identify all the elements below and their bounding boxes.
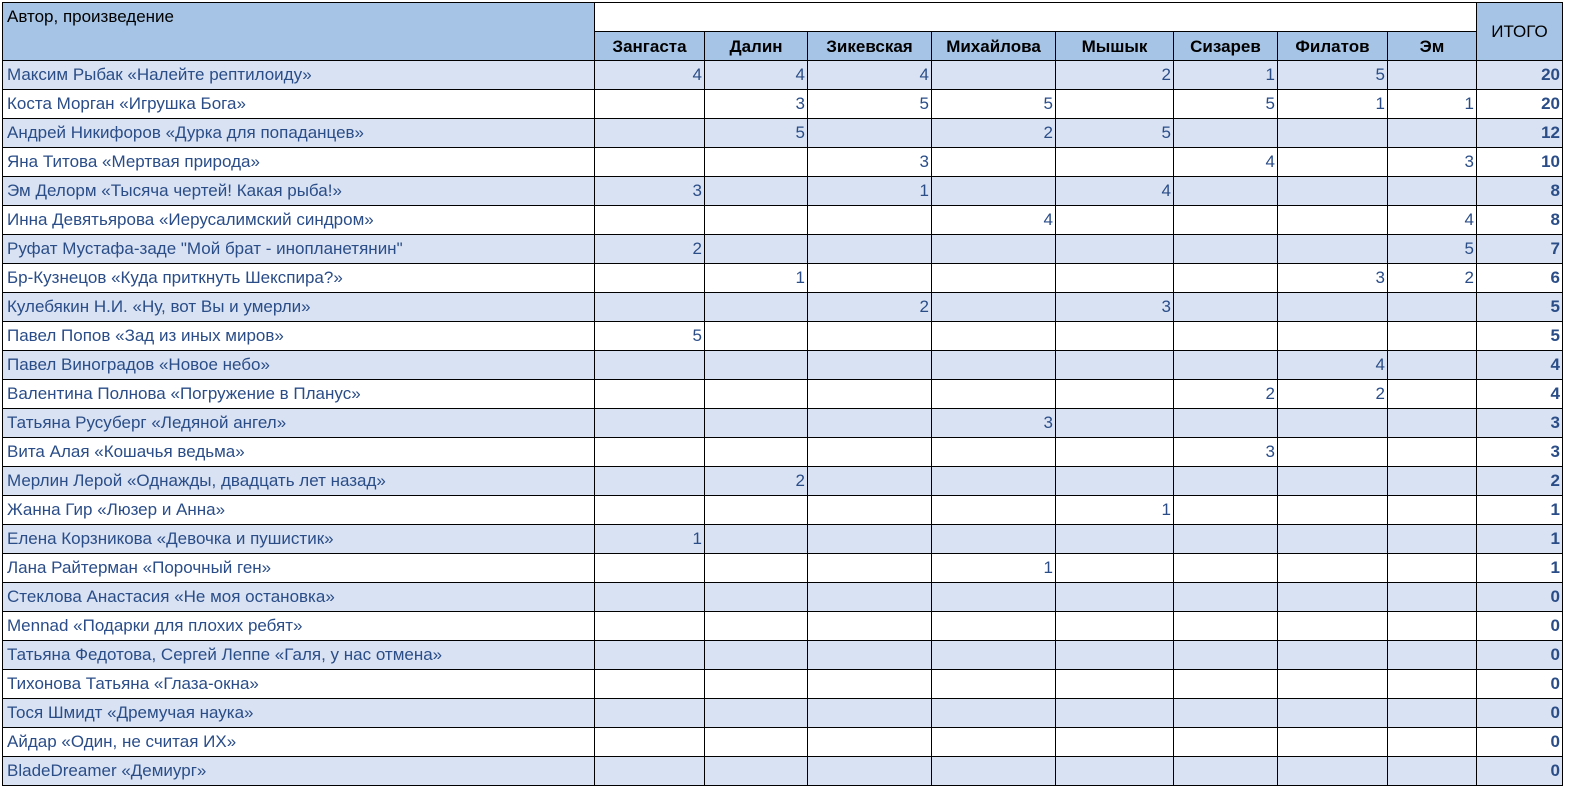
cell-score[interactable] bbox=[705, 293, 808, 322]
cell-score[interactable] bbox=[808, 699, 932, 728]
cell-author-work[interactable]: Айдар «Один, не считая ИХ» bbox=[3, 728, 595, 757]
cell-author-work[interactable]: Тося Шмидт «Дремучая наука» bbox=[3, 699, 595, 728]
cell-score[interactable] bbox=[595, 467, 705, 496]
cell-score[interactable] bbox=[1388, 699, 1477, 728]
cell-total[interactable]: 4 bbox=[1477, 351, 1563, 380]
cell-total[interactable]: 2 bbox=[1477, 467, 1563, 496]
cell-score[interactable]: 2 bbox=[595, 235, 705, 264]
cell-author-work[interactable]: Эм Делорм «Тысяча чертей! Какая рыба!» bbox=[3, 177, 595, 206]
cell-score[interactable] bbox=[705, 525, 808, 554]
table-row bbox=[3, 438, 1563, 467]
cell-score[interactable] bbox=[1056, 264, 1174, 293]
cell-score[interactable] bbox=[1174, 525, 1278, 554]
cell-score[interactable]: 3 bbox=[705, 90, 808, 119]
cell-score[interactable]: 5 bbox=[932, 90, 1056, 119]
cell-score[interactable] bbox=[1278, 699, 1388, 728]
cell-score[interactable] bbox=[932, 670, 1056, 699]
cell-score[interactable] bbox=[932, 496, 1056, 525]
cell-author-work[interactable]: Татьяна Русуберг «Ледяной ангел» bbox=[3, 409, 595, 438]
cell-score[interactable] bbox=[808, 525, 932, 554]
cell-score[interactable] bbox=[1174, 554, 1278, 583]
cell-score[interactable] bbox=[808, 728, 932, 757]
cell-total[interactable]: 7 bbox=[1477, 235, 1563, 264]
cell-score[interactable] bbox=[595, 641, 705, 670]
cell-score[interactable] bbox=[1388, 670, 1477, 699]
cell-score[interactable] bbox=[595, 264, 705, 293]
cell-score[interactable] bbox=[595, 757, 705, 786]
table-row bbox=[3, 728, 1563, 757]
cell-score[interactable] bbox=[705, 148, 808, 177]
cell-score[interactable] bbox=[705, 757, 808, 786]
cell-score[interactable] bbox=[1056, 380, 1174, 409]
cell-author-work[interactable]: Кулебякин Н.И. «Ну, вот Вы и умерли» bbox=[3, 293, 595, 322]
cell-score[interactable] bbox=[1174, 293, 1278, 322]
cell-score[interactable] bbox=[1278, 119, 1388, 148]
cell-score[interactable]: 5 bbox=[1056, 119, 1174, 148]
header-author-work[interactable]: Автор, произведение bbox=[3, 3, 595, 61]
cell-score[interactable] bbox=[1056, 438, 1174, 467]
table-row bbox=[3, 322, 1563, 351]
table-row bbox=[3, 177, 1563, 206]
cell-score[interactable]: 1 bbox=[932, 554, 1056, 583]
cell-author-work[interactable]: Татьяна Федотова, Сергей Леппе «Галя, у нас отмена» bbox=[3, 641, 595, 670]
cell-score[interactable] bbox=[1056, 90, 1174, 119]
table-row bbox=[3, 699, 1563, 728]
cell-score[interactable]: 1 bbox=[1278, 90, 1388, 119]
cell-score[interactable] bbox=[1174, 612, 1278, 641]
table-row bbox=[3, 409, 1563, 438]
header-judge[interactable]: Далин bbox=[705, 32, 808, 61]
table-row bbox=[3, 293, 1563, 322]
cell-score[interactable] bbox=[808, 467, 932, 496]
cell-score[interactable]: 2 bbox=[1056, 61, 1174, 90]
cell-score[interactable] bbox=[1056, 525, 1174, 554]
cell-score[interactable] bbox=[1056, 757, 1174, 786]
cell-total[interactable]: 12 bbox=[1477, 119, 1563, 148]
cell-score[interactable] bbox=[1388, 554, 1477, 583]
cell-score[interactable] bbox=[1278, 148, 1388, 177]
cell-total[interactable]: 0 bbox=[1477, 583, 1563, 612]
cell-total[interactable]: 5 bbox=[1477, 322, 1563, 351]
cell-score[interactable]: 1 bbox=[595, 525, 705, 554]
table-row bbox=[3, 525, 1563, 554]
cell-score[interactable] bbox=[932, 148, 1056, 177]
cell-score[interactable] bbox=[1174, 235, 1278, 264]
cell-score[interactable] bbox=[808, 496, 932, 525]
cell-score[interactable] bbox=[1174, 699, 1278, 728]
cell-score[interactable] bbox=[808, 206, 932, 235]
cell-total[interactable]: 1 bbox=[1477, 554, 1563, 583]
cell-author-work[interactable]: Яна Титова «Мертвая природа» bbox=[3, 148, 595, 177]
header-judge[interactable]: Филатов bbox=[1278, 32, 1388, 61]
results-table bbox=[2, 2, 1563, 786]
cell-score[interactable] bbox=[705, 235, 808, 264]
cell-score[interactable] bbox=[1174, 206, 1278, 235]
cell-score[interactable]: 3 bbox=[1056, 293, 1174, 322]
cell-score[interactable] bbox=[1278, 409, 1388, 438]
cell-score[interactable] bbox=[1056, 728, 1174, 757]
cell-score[interactable] bbox=[932, 351, 1056, 380]
cell-score[interactable] bbox=[595, 206, 705, 235]
cell-score[interactable] bbox=[705, 641, 808, 670]
cell-score[interactable] bbox=[1174, 264, 1278, 293]
cell-score[interactable]: 5 bbox=[595, 322, 705, 351]
cell-score[interactable] bbox=[808, 438, 932, 467]
cell-score[interactable]: 3 bbox=[932, 409, 1056, 438]
cell-score[interactable] bbox=[705, 438, 808, 467]
table-row bbox=[3, 61, 1563, 90]
cell-score[interactable] bbox=[705, 206, 808, 235]
cell-score[interactable] bbox=[595, 148, 705, 177]
cell-total[interactable]: 4 bbox=[1477, 380, 1563, 409]
cell-score[interactable] bbox=[1388, 119, 1477, 148]
table-row bbox=[3, 90, 1563, 119]
cell-score[interactable] bbox=[595, 351, 705, 380]
header-blank-band bbox=[595, 3, 1477, 32]
cell-score[interactable] bbox=[1278, 641, 1388, 670]
cell-score[interactable] bbox=[932, 728, 1056, 757]
cell-total[interactable]: 3 bbox=[1477, 438, 1563, 467]
cell-author-work[interactable]: Елена Корзникова «Девочка и пушистик» bbox=[3, 525, 595, 554]
cell-score[interactable] bbox=[595, 728, 705, 757]
cell-score[interactable] bbox=[595, 409, 705, 438]
cell-score[interactable] bbox=[1056, 409, 1174, 438]
cell-score[interactable] bbox=[808, 757, 932, 786]
cell-score[interactable]: 4 bbox=[1174, 148, 1278, 177]
cell-author-work[interactable]: Лана Райтерман «Порочный ген» bbox=[3, 554, 595, 583]
cell-score[interactable]: 4 bbox=[1278, 351, 1388, 380]
cell-score[interactable] bbox=[808, 612, 932, 641]
cell-score[interactable] bbox=[808, 235, 932, 264]
cell-score[interactable]: 4 bbox=[1388, 206, 1477, 235]
cell-score[interactable] bbox=[705, 351, 808, 380]
cell-author-work[interactable]: Валентина Полнова «Погружение в Планус» bbox=[3, 380, 595, 409]
cell-score[interactable] bbox=[1278, 554, 1388, 583]
cell-score[interactable] bbox=[595, 496, 705, 525]
cell-author-work[interactable]: Павел Попов «Зад из иных миров» bbox=[3, 322, 595, 351]
header-judge[interactable]: Зикевская bbox=[808, 32, 932, 61]
cell-score[interactable] bbox=[1278, 612, 1388, 641]
cell-score[interactable] bbox=[1174, 583, 1278, 612]
cell-score[interactable] bbox=[1278, 496, 1388, 525]
cell-score[interactable] bbox=[705, 728, 808, 757]
cell-score[interactable] bbox=[595, 90, 705, 119]
cell-score[interactable] bbox=[595, 119, 705, 148]
cell-score[interactable]: 1 bbox=[1174, 61, 1278, 90]
cell-score[interactable] bbox=[1174, 757, 1278, 786]
cell-score[interactable]: 1 bbox=[1388, 90, 1477, 119]
cell-score[interactable]: 3 bbox=[1388, 148, 1477, 177]
cell-score[interactable]: 2 bbox=[932, 119, 1056, 148]
cell-total[interactable]: 10 bbox=[1477, 148, 1563, 177]
cell-score[interactable] bbox=[932, 467, 1056, 496]
table-row bbox=[3, 264, 1563, 293]
cell-total[interactable]: 20 bbox=[1477, 90, 1563, 119]
cell-score[interactable] bbox=[808, 322, 932, 351]
cell-score[interactable]: 5 bbox=[705, 119, 808, 148]
cell-score[interactable] bbox=[705, 177, 808, 206]
cell-score[interactable] bbox=[705, 699, 808, 728]
cell-score[interactable]: 3 bbox=[808, 148, 932, 177]
cell-score[interactable] bbox=[932, 177, 1056, 206]
header-judge[interactable]: Сизарев bbox=[1174, 32, 1278, 61]
cell-score[interactable] bbox=[1278, 235, 1388, 264]
cell-score[interactable] bbox=[1388, 641, 1477, 670]
cell-total[interactable]: 20 bbox=[1477, 61, 1563, 90]
cell-score[interactable] bbox=[1174, 728, 1278, 757]
cell-score[interactable]: 3 bbox=[1278, 264, 1388, 293]
cell-score[interactable] bbox=[932, 235, 1056, 264]
table-row bbox=[3, 612, 1563, 641]
cell-score[interactable] bbox=[1174, 467, 1278, 496]
cell-score[interactable] bbox=[1278, 467, 1388, 496]
cell-score[interactable] bbox=[1056, 322, 1174, 351]
cell-score[interactable] bbox=[1174, 322, 1278, 351]
cell-score[interactable] bbox=[1056, 583, 1174, 612]
cell-score[interactable]: 2 bbox=[1278, 380, 1388, 409]
cell-author-work[interactable]: Тихонова Татьяна «Глаза-окна» bbox=[3, 670, 595, 699]
cell-score[interactable] bbox=[1278, 728, 1388, 757]
cell-score[interactable] bbox=[595, 554, 705, 583]
cell-score[interactable] bbox=[932, 641, 1056, 670]
cell-total[interactable]: 0 bbox=[1477, 612, 1563, 641]
cell-score[interactable] bbox=[808, 583, 932, 612]
cell-score[interactable] bbox=[932, 380, 1056, 409]
table-row bbox=[3, 467, 1563, 496]
header-total[interactable]: ИТОГО bbox=[1477, 3, 1563, 61]
cell-score[interactable] bbox=[808, 264, 932, 293]
cell-author-work[interactable]: Павел Виноградов «Новое небо» bbox=[3, 351, 595, 380]
cell-total[interactable]: 0 bbox=[1477, 699, 1563, 728]
cell-score[interactable] bbox=[1174, 641, 1278, 670]
cell-total[interactable]: 0 bbox=[1477, 757, 1563, 786]
cell-score[interactable] bbox=[932, 438, 1056, 467]
cell-score[interactable] bbox=[1174, 409, 1278, 438]
cell-score[interactable] bbox=[808, 670, 932, 699]
cell-score[interactable] bbox=[1388, 438, 1477, 467]
table-row bbox=[3, 148, 1563, 177]
cell-score[interactable] bbox=[1278, 322, 1388, 351]
header-judge[interactable]: Мышык bbox=[1056, 32, 1174, 61]
cell-score[interactable] bbox=[1278, 438, 1388, 467]
cell-score[interactable] bbox=[705, 496, 808, 525]
cell-score[interactable] bbox=[1056, 467, 1174, 496]
cell-score[interactable] bbox=[1278, 583, 1388, 612]
cell-score[interactable] bbox=[595, 293, 705, 322]
table-row bbox=[3, 554, 1563, 583]
cell-score[interactable] bbox=[808, 351, 932, 380]
cell-score[interactable] bbox=[1388, 293, 1477, 322]
cell-score[interactable] bbox=[1056, 554, 1174, 583]
cell-score[interactable]: 2 bbox=[1388, 264, 1477, 293]
cell-score[interactable] bbox=[595, 583, 705, 612]
cell-score[interactable] bbox=[1174, 496, 1278, 525]
table-row bbox=[3, 351, 1563, 380]
cell-score[interactable] bbox=[1388, 583, 1477, 612]
cell-author-work[interactable]: Жанна Гир «Люзер и Анна» bbox=[3, 496, 595, 525]
table-row bbox=[3, 206, 1563, 235]
cell-score[interactable] bbox=[1056, 670, 1174, 699]
cell-score[interactable]: 2 bbox=[705, 467, 808, 496]
cell-score[interactable] bbox=[1056, 612, 1174, 641]
table-row bbox=[3, 119, 1563, 148]
cell-author-work[interactable]: Максим Рыбак «Налейте рептилоиду» bbox=[3, 61, 595, 90]
table-row bbox=[3, 641, 1563, 670]
cell-score[interactable] bbox=[705, 554, 808, 583]
cell-score[interactable] bbox=[808, 119, 932, 148]
cell-score[interactable] bbox=[1278, 757, 1388, 786]
cell-score[interactable] bbox=[932, 525, 1056, 554]
cell-score[interactable] bbox=[595, 670, 705, 699]
cell-author-work[interactable]: Инна Девятьярова «Иерусалимский синдром» bbox=[3, 206, 595, 235]
cell-score[interactable] bbox=[1056, 148, 1174, 177]
cell-score[interactable] bbox=[932, 61, 1056, 90]
cell-score[interactable] bbox=[932, 583, 1056, 612]
cell-score[interactable] bbox=[808, 554, 932, 583]
cell-author-work[interactable]: Мерлин Лерой «Однажды, двадцать лет назад» bbox=[3, 467, 595, 496]
cell-score[interactable] bbox=[932, 612, 1056, 641]
cell-score[interactable] bbox=[1278, 206, 1388, 235]
cell-score[interactable] bbox=[808, 641, 932, 670]
cell-score[interactable]: 3 bbox=[1174, 438, 1278, 467]
cell-score[interactable]: 2 bbox=[1174, 380, 1278, 409]
cell-score[interactable] bbox=[595, 438, 705, 467]
cell-score[interactable]: 4 bbox=[705, 61, 808, 90]
cell-score[interactable] bbox=[1388, 380, 1477, 409]
cell-score[interactable] bbox=[1056, 235, 1174, 264]
cell-score[interactable] bbox=[705, 612, 808, 641]
cell-author-work[interactable]: Руфат Мустафа-заде "Мой брат - инопланетянин" bbox=[3, 235, 595, 264]
cell-score[interactable] bbox=[705, 380, 808, 409]
cell-score[interactable]: 4 bbox=[932, 206, 1056, 235]
cell-total[interactable]: 0 bbox=[1477, 728, 1563, 757]
cell-score[interactable] bbox=[1388, 409, 1477, 438]
cell-author-work[interactable]: Mennad «Подарки для плохих ребят» bbox=[3, 612, 595, 641]
cell-score[interactable]: 2 bbox=[808, 293, 932, 322]
cell-score[interactable] bbox=[1388, 525, 1477, 554]
header-judge[interactable]: Михайлова bbox=[932, 32, 1056, 61]
cell-total[interactable]: 3 bbox=[1477, 409, 1563, 438]
cell-score[interactable] bbox=[1174, 119, 1278, 148]
cell-author-work[interactable]: Андрей Никифоров «Дурка для попаданцев» bbox=[3, 119, 595, 148]
cell-score[interactable] bbox=[705, 322, 808, 351]
cell-score[interactable] bbox=[1388, 757, 1477, 786]
cell-author-work[interactable]: Коста Морган «Игрушка Бога» bbox=[3, 90, 595, 119]
cell-score[interactable] bbox=[1388, 496, 1477, 525]
cell-score[interactable] bbox=[1388, 177, 1477, 206]
cell-score[interactable] bbox=[808, 380, 932, 409]
table-row bbox=[3, 380, 1563, 409]
cell-author-work[interactable]: Стеклова Анастасия «Не моя остановка» bbox=[3, 583, 595, 612]
cell-score[interactable]: 1 bbox=[808, 177, 932, 206]
cell-score[interactable] bbox=[1388, 322, 1477, 351]
cell-total[interactable]: 1 bbox=[1477, 525, 1563, 554]
cell-score[interactable] bbox=[1056, 206, 1174, 235]
cell-score[interactable] bbox=[1174, 351, 1278, 380]
cell-author-work[interactable]: Вита Алая «Кошачья ведьма» bbox=[3, 438, 595, 467]
header-judge[interactable]: Эм bbox=[1388, 32, 1477, 61]
cell-score[interactable]: 5 bbox=[1174, 90, 1278, 119]
cell-score[interactable] bbox=[1278, 670, 1388, 699]
header-judge[interactable]: Зангаста bbox=[595, 32, 705, 61]
cell-author-work[interactable]: Бр-Кузнецов «Куда приткнуть Шекспира?» bbox=[3, 264, 595, 293]
cell-score[interactable]: 5 bbox=[1278, 61, 1388, 90]
cell-score[interactable]: 5 bbox=[808, 90, 932, 119]
cell-score[interactable] bbox=[1388, 61, 1477, 90]
cell-total[interactable]: 8 bbox=[1477, 177, 1563, 206]
cell-score[interactable] bbox=[1056, 351, 1174, 380]
cell-score[interactable] bbox=[1388, 612, 1477, 641]
cell-score[interactable] bbox=[1056, 641, 1174, 670]
cell-score[interactable] bbox=[1174, 177, 1278, 206]
cell-score[interactable] bbox=[808, 409, 932, 438]
table-row bbox=[3, 496, 1563, 525]
cell-score[interactable] bbox=[1388, 351, 1477, 380]
table-row bbox=[3, 670, 1563, 699]
cell-score[interactable]: 1 bbox=[705, 264, 808, 293]
cell-score[interactable] bbox=[705, 583, 808, 612]
cell-score[interactable] bbox=[1278, 525, 1388, 554]
table-row bbox=[3, 583, 1563, 612]
cell-score[interactable]: 1 bbox=[1056, 496, 1174, 525]
cell-score[interactable] bbox=[705, 670, 808, 699]
cell-total[interactable]: 1 bbox=[1477, 496, 1563, 525]
cell-score[interactable] bbox=[595, 699, 705, 728]
cell-score[interactable] bbox=[1056, 699, 1174, 728]
cell-score[interactable] bbox=[932, 322, 1056, 351]
cell-score[interactable]: 4 bbox=[1056, 177, 1174, 206]
cell-total[interactable]: 0 bbox=[1477, 670, 1563, 699]
cell-total[interactable]: 8 bbox=[1477, 206, 1563, 235]
cell-score[interactable] bbox=[1278, 293, 1388, 322]
table-row bbox=[3, 235, 1563, 264]
cell-total[interactable]: 6 bbox=[1477, 264, 1563, 293]
cell-score[interactable] bbox=[1278, 177, 1388, 206]
cell-score[interactable] bbox=[595, 380, 705, 409]
cell-score[interactable]: 5 bbox=[1388, 235, 1477, 264]
cell-score[interactable] bbox=[705, 409, 808, 438]
cell-score[interactable] bbox=[932, 293, 1056, 322]
cell-score[interactable] bbox=[932, 699, 1056, 728]
cell-score[interactable] bbox=[1174, 670, 1278, 699]
cell-score[interactable] bbox=[1388, 728, 1477, 757]
cell-score[interactable]: 4 bbox=[595, 61, 705, 90]
cell-score[interactable] bbox=[932, 757, 1056, 786]
cell-score[interactable] bbox=[595, 612, 705, 641]
cell-total[interactable]: 0 bbox=[1477, 641, 1563, 670]
table-row bbox=[3, 757, 1563, 786]
cell-score[interactable] bbox=[932, 264, 1056, 293]
cell-score[interactable]: 3 bbox=[595, 177, 705, 206]
cell-score[interactable] bbox=[1388, 467, 1477, 496]
cell-score[interactable]: 4 bbox=[808, 61, 932, 90]
cell-author-work[interactable]: BladeDreamer «Демиург» bbox=[3, 757, 595, 786]
cell-total[interactable]: 5 bbox=[1477, 293, 1563, 322]
